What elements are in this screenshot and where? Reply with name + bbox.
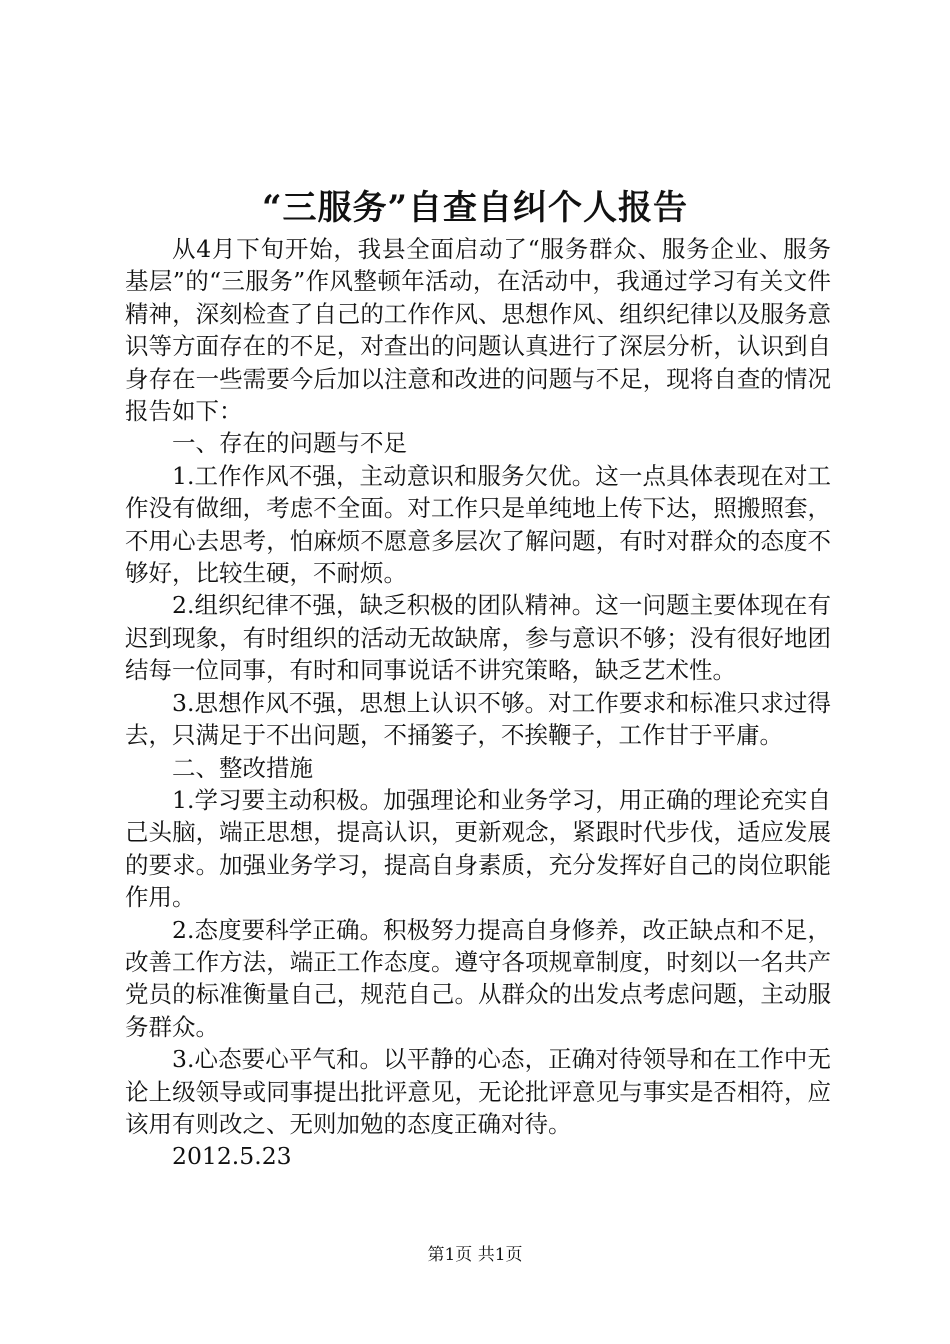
section-heading-measures: 二、整改措施 (172, 753, 313, 782)
document-date: 2012.5.23 (172, 1142, 292, 1171)
document-body (125, 233, 831, 1173)
measure-item-2: 2.态度要科学正确。积极努力提高自身修养，改正缺点和不足，改善工作方法，端正工作态度。遵守各项规章制度，时刻以一名共产党员的标准衡量自己，规范自己。从群众的出发点考虑问题，主动服务群众。 (125, 915, 831, 1041)
measure-item-1: 1.学习要主动积极。加强理论和业务学习，用正确的理论充实自己头脑，端正思想，提高认识，更新观念，紧跟时代步伐，适应发展的要求。加强业务学习，提高自身素质，充分发挥好自己的岗位职能作用。 (125, 785, 831, 912)
section-heading-problems: 一、存在的问题与不足 (172, 429, 407, 458)
page-footer: 第1页 共1页 (427, 1245, 523, 1265)
problem-item-3: 3.思想作风不强，思想上认识不够。对工作要求和标准只求过得去，只满足于不出问题，不捅篓子，不挨鞭子，工作甘于平庸。 (125, 688, 831, 750)
problem-item-1: 1.工作作风不强，主动意识和服务欠优。这一点具体表现在对工作没有做细，考虑不全面。对工作只是单纯地上传下达，照搬照套，不用心去思考，怕麻烦不愿意多层次了解问题，有时对群众的态度不够好，比较生硬，不耐烦。 (125, 461, 831, 588)
document-title: “三服务”自查自纠个人报告 (261, 188, 689, 228)
measure-item-3: 3.心态要心平气和。以平静的心态，正确对待领导和在工作中无论上级领导或同事提出批评意见，无论批评意见与事实是否相符，应该用有则改之、无则加勉的态度正确对待。 (125, 1045, 831, 1138)
intro-paragraph: 从4月下旬开始，我县全面启动了“服务群众、服务企业、服务基层”的“三服务”作风整顿年活动，在活动中，我通过学习有关文件精神，深刻检查了自己的工作作风、思想作风、组织纪律以及服务意识等方面存在的不足，对查出的问题认真进行了深层分析，认识到自身存在一些需要今后加以注意和改进的问题与不足，现将自查的情况报告如下： (125, 235, 831, 426)
problem-item-2: 2.组织纪律不强，缺乏积极的团队精神。这一问题主要体现在有迟到现象，有时组织的活动无故缺席，参与意识不够；没有很好地团结每一位同事，有时和同事说话不讲究策略，缺乏艺术性。 (125, 591, 831, 685)
